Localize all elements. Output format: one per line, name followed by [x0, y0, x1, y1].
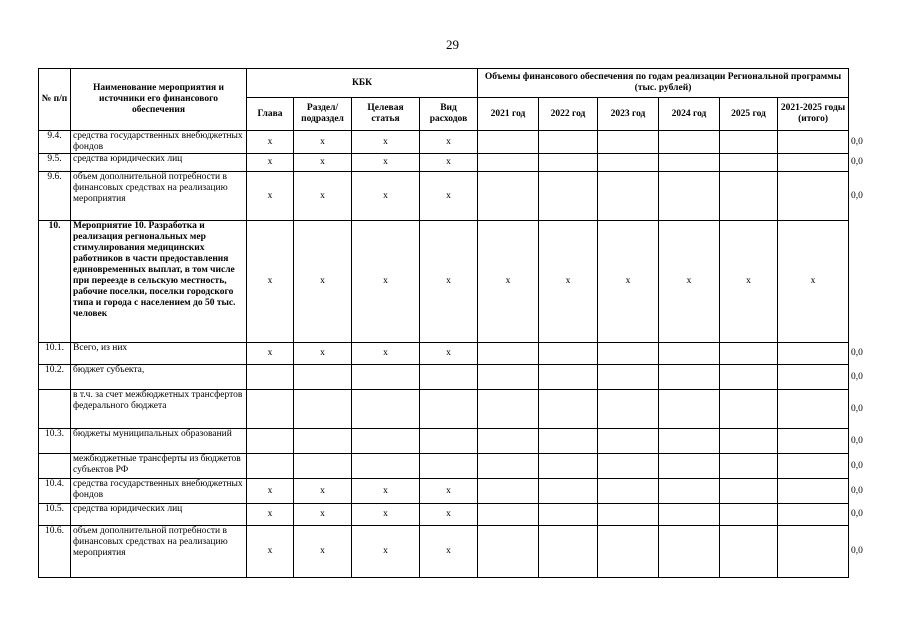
- row-cell: x: [294, 343, 352, 365]
- row-cell: [352, 390, 420, 429]
- row-name: средства юридических лиц: [71, 154, 247, 172]
- row-cell: [659, 343, 720, 365]
- row-cell: [598, 390, 659, 429]
- row-cell: [539, 526, 598, 578]
- row-cell: [778, 172, 849, 221]
- row-cell: [659, 429, 720, 454]
- row-cell: [659, 365, 720, 390]
- row-cell: x: [352, 221, 420, 343]
- row-cell: x: [420, 343, 478, 365]
- row-number: 10.6.: [39, 526, 71, 578]
- header-2021: 2021 год: [478, 98, 539, 131]
- row-cell: [478, 429, 539, 454]
- row-cell: [294, 429, 352, 454]
- row-name: объем дополнительной потребности в финансовых средствах на реализацию мероприятия: [71, 526, 247, 578]
- row-cell: [659, 454, 720, 479]
- row-cell: x: [420, 221, 478, 343]
- table-row: 9.6. объем дополнительной потребности в финансовых средствах на реализацию мероприятия x x x x 0,0: [39, 172, 849, 221]
- row-cell: x: [352, 479, 420, 504]
- row-cell: [720, 154, 778, 172]
- row-cell: [659, 390, 720, 429]
- row-cell: x: [420, 131, 478, 154]
- row-cell: [720, 365, 778, 390]
- row-cell: [539, 390, 598, 429]
- row-cell: [778, 343, 849, 365]
- row-cell: x: [294, 172, 352, 221]
- table-row: 10.3. бюджеты муниципальных образований 0,0: [39, 429, 849, 454]
- row-cell: x: [352, 343, 420, 365]
- row-cell: [659, 172, 720, 221]
- row-cell: [598, 365, 659, 390]
- table-row: 9.4. средства государственных внебюджетных фондов x x x x 0,0: [39, 131, 849, 154]
- row-cell: [659, 504, 720, 526]
- row-cell: [294, 365, 352, 390]
- row-name: Мероприятие 10. Разработка и реализация региональных мер стимулирования медицинских работников в части предоставления единовременных выплат, в том числе при переезде в сельскую местность, рабочие поселки, поселки городского типа и города с населением до 50 тыс. человек: [71, 221, 247, 343]
- row-cell: [539, 172, 598, 221]
- row-cell: [247, 365, 294, 390]
- row-cell: [294, 390, 352, 429]
- row-cell: x: [247, 221, 294, 343]
- row-cell: [720, 429, 778, 454]
- row-number: 10.1.: [39, 343, 71, 365]
- table-row: 10.2. бюджет субъекта, 0,0: [39, 365, 849, 390]
- row-cell: [539, 365, 598, 390]
- row-cell: [720, 479, 778, 504]
- row-cell: [778, 365, 849, 390]
- row-cell: [659, 526, 720, 578]
- row-cell: x: [294, 221, 352, 343]
- row-name: Всего, из них: [71, 343, 247, 365]
- header-razdel: Раздел/ подраздел: [294, 98, 352, 131]
- row-name: средства государственных внебюджетных фондов: [71, 479, 247, 504]
- row-cell: [478, 172, 539, 221]
- row-cell: [598, 131, 659, 154]
- row-cell: x: [247, 154, 294, 172]
- row-cell: [720, 504, 778, 526]
- row-cell: [247, 429, 294, 454]
- row-name: межбюджетные трансферты из бюджетов субъектов РФ: [71, 454, 247, 479]
- row-cell: [352, 454, 420, 479]
- row-cell: x: [247, 479, 294, 504]
- row-cell: [478, 390, 539, 429]
- table-row: 10.4. средства государственных внебюджетных фондов x x x x 0,0: [39, 479, 849, 504]
- row-cell: x: [598, 221, 659, 343]
- row-cell: x: [352, 172, 420, 221]
- row-cell: x: [294, 479, 352, 504]
- row-cell: [478, 154, 539, 172]
- row-cell: x: [539, 221, 598, 343]
- row-cell: x: [420, 504, 478, 526]
- row-cell: x: [247, 343, 294, 365]
- row-cell: x: [420, 479, 478, 504]
- row-cell: [778, 131, 849, 154]
- row-name: средства юридических лиц: [71, 504, 247, 526]
- header-vid: Вид расходов: [420, 98, 478, 131]
- row-name: средства государственных внебюджетных фондов: [71, 131, 247, 154]
- row-cell: [598, 172, 659, 221]
- row-cell: x: [659, 221, 720, 343]
- row-cell: [539, 479, 598, 504]
- row-cell: x: [352, 131, 420, 154]
- row-cell: [659, 131, 720, 154]
- row-cell: [598, 479, 659, 504]
- row-cell: [478, 504, 539, 526]
- row-number: 10.4.: [39, 479, 71, 504]
- row-cell: [778, 504, 849, 526]
- row-cell: x: [294, 131, 352, 154]
- financing-table: [38, 68, 863, 578]
- row-cell: x: [352, 154, 420, 172]
- row-cell: [478, 343, 539, 365]
- row-cell: x: [352, 526, 420, 578]
- header-total: 2021-2025 годы (итого): [778, 98, 849, 131]
- header-target: Целевая статья: [352, 98, 420, 131]
- row-cell: [778, 454, 849, 479]
- row-cell: [720, 343, 778, 365]
- row-cell: [720, 454, 778, 479]
- row-cell: x: [247, 172, 294, 221]
- row-name: объем дополнительной потребности в финансовых средствах на реализацию мероприятия: [71, 172, 247, 221]
- header-2025: 2025 год: [720, 98, 778, 131]
- row-cell: [478, 454, 539, 479]
- row-name: в т.ч. за счет межбюджетных трансфертов федерального бюджета: [71, 390, 247, 429]
- row-name: бюджет субъекта,: [71, 365, 247, 390]
- row-cell: x: [294, 526, 352, 578]
- row-cell: [247, 390, 294, 429]
- row-cell: x: [778, 221, 849, 343]
- row-cell: [598, 343, 659, 365]
- row-cell: [720, 172, 778, 221]
- row-cell: [659, 154, 720, 172]
- row-cell: [352, 365, 420, 390]
- row-cell: [778, 390, 849, 429]
- row-cell: [539, 154, 598, 172]
- table-row: [39, 221, 849, 343]
- row-number: [39, 390, 71, 429]
- row-cell: [778, 154, 849, 172]
- row-cell: [598, 504, 659, 526]
- row-cell: [478, 526, 539, 578]
- row-cell: [778, 479, 849, 504]
- row-cell: [539, 131, 598, 154]
- header-volumes: Объемы финансового обеспечения по годам реализации Региональной программы (тыс. рублей): [478, 69, 849, 98]
- row-cell: x: [247, 131, 294, 154]
- row-cell: [598, 429, 659, 454]
- row-name: бюджеты муниципальных образований: [71, 429, 247, 454]
- row-cell: [598, 454, 659, 479]
- row-cell: [539, 429, 598, 454]
- row-cell: [598, 526, 659, 578]
- row-cell: [420, 454, 478, 479]
- header-glava: Глава: [247, 98, 294, 131]
- row-number: 10.5.: [39, 504, 71, 526]
- row-cell: [659, 479, 720, 504]
- row-number: [39, 454, 71, 479]
- row-number: 10.: [39, 221, 71, 343]
- row-cell: x: [420, 154, 478, 172]
- table-row: межбюджетные трансферты из бюджетов субъектов РФ 0,0: [39, 454, 849, 479]
- row-cell: [247, 454, 294, 479]
- row-cell: [420, 429, 478, 454]
- header-num: № п/п: [39, 69, 71, 131]
- row-cell: [352, 429, 420, 454]
- table-row: 10.6. объем дополнительной потребности в финансовых средствах на реализацию мероприятия x x x x 0,0: [39, 526, 849, 578]
- row-cell: x: [420, 526, 478, 578]
- row-cell: x: [247, 526, 294, 578]
- row-cell: [420, 390, 478, 429]
- row-cell: x: [294, 154, 352, 172]
- header-kbk: КБК: [247, 69, 478, 98]
- row-cell: x: [294, 504, 352, 526]
- table-row: 10.5. средства юридических лиц x x x x 0,0: [39, 504, 849, 526]
- row-cell: [478, 479, 539, 504]
- row-cell: [720, 526, 778, 578]
- row-number: 9.6.: [39, 172, 71, 221]
- row-number: 9.4.: [39, 131, 71, 154]
- page-number: 29: [446, 37, 459, 52]
- row-cell: [478, 365, 539, 390]
- row-cell: [720, 390, 778, 429]
- table-row: 10.1. Всего, из них x x x x 0,0: [39, 343, 849, 365]
- row-cell: x: [478, 221, 539, 343]
- header-name: Наименование мероприятия и источники его финансового обеспечения: [71, 69, 247, 131]
- row-number: 9.5.: [39, 154, 71, 172]
- row-cell: [539, 343, 598, 365]
- header-2023: 2023 год: [598, 98, 659, 131]
- row-cell: [539, 454, 598, 479]
- row-number: 10.2.: [39, 365, 71, 390]
- row-cell: [420, 365, 478, 390]
- row-cell: [720, 131, 778, 154]
- table-row: 9.5. средства юридических лиц x x x x 0,0: [39, 154, 849, 172]
- row-cell: [778, 526, 849, 578]
- row-cell: [478, 131, 539, 154]
- row-cell: [539, 504, 598, 526]
- header-2022: 2022 год: [539, 98, 598, 131]
- row-cell: x: [247, 504, 294, 526]
- row-cell: [294, 454, 352, 479]
- row-number: 10.3.: [39, 429, 71, 454]
- row-cell: [778, 429, 849, 454]
- header-2024: 2024 год: [659, 98, 720, 131]
- row-cell: x: [352, 504, 420, 526]
- row-cell: x: [420, 172, 478, 221]
- table-row: в т.ч. за счет межбюджетных трансфертов федерального бюджета 0,0: [39, 390, 849, 429]
- row-cell: [598, 154, 659, 172]
- row-cell: x: [720, 221, 778, 343]
